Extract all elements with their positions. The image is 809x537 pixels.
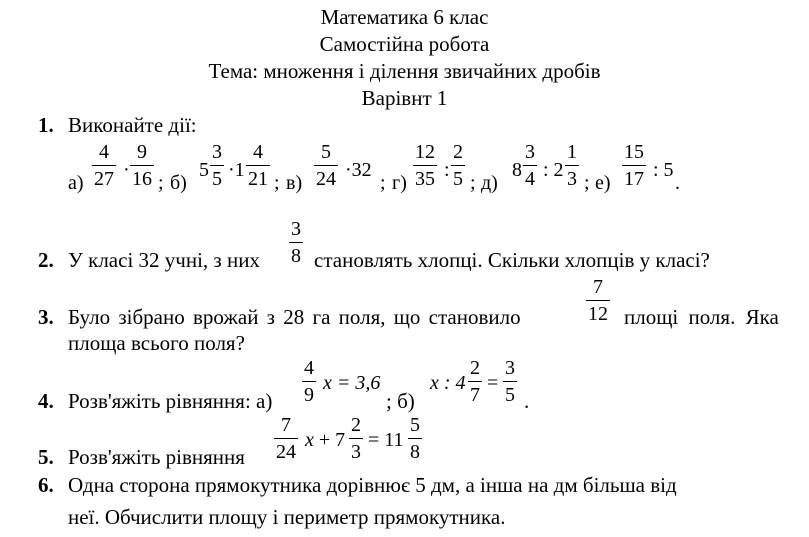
task1-a-fraction1: 4 27 (94, 141, 114, 190)
task5-mid: x + 7 (305, 429, 346, 451)
header-subject: Математика 6 клас (320, 5, 489, 29)
task5-number: 5. (38, 445, 54, 469)
task1-b-op: ·1 (228, 159, 245, 181)
task1-b-label: б) (170, 172, 187, 194)
task4-sep: ; б) (386, 389, 415, 413)
task1-a-label: а) (68, 172, 84, 194)
task3-text-after: площі поля. Яка (624, 305, 779, 329)
task4-b-fraction2: 3 5 (505, 357, 515, 406)
task4-b-eq: = (487, 372, 499, 394)
task2-fraction: 3 8 (291, 218, 301, 267)
task1-e-op: : 2 (543, 159, 564, 181)
task4-b-pre: x : 4 (430, 372, 466, 394)
task1-c-sep: ; (380, 172, 386, 194)
task3-fraction: 7 12 (588, 276, 608, 325)
task2-text-before: У класі 32 учні, з них (68, 248, 260, 272)
task1-d-label: г) (392, 172, 407, 194)
task1-e-fraction2: 1 3 (567, 141, 577, 190)
task4-text: Розв'яжіть рівняння: а) (68, 389, 273, 413)
task4-a-fraction: 4 9 (304, 357, 314, 406)
task1-a-sep: ; (158, 172, 164, 194)
task5-fraction3: 5 8 (410, 414, 420, 463)
task6-line1: Одна сторона прямокутника дорівнює 5 дм, а інша на дм більша від (68, 473, 677, 497)
task1-b-fraction1: 3 5 (212, 141, 222, 190)
task1-text: Виконайте дії: (68, 113, 197, 137)
task1-a-fraction2: 9 16 (132, 141, 152, 190)
task1-d-fraction1: 12 35 (415, 141, 435, 190)
task1-f-end: . (675, 172, 680, 194)
task4-a-rest: x = 3,6 (323, 372, 381, 394)
header-topic: Тема: множення і ділення звичайних дробів (208, 59, 601, 83)
task3-line2: площа всього поля? (68, 331, 245, 355)
task4-number: 4. (38, 389, 54, 413)
task4-b-fraction1: 2 7 (470, 357, 480, 406)
task1-b-whole1: 5 (199, 159, 209, 181)
task1-b-sep: ; (274, 172, 280, 194)
task1-e-sep: ; (584, 172, 590, 194)
task1-e-whole1: 8 (512, 159, 522, 181)
task1-e-label: д) (481, 172, 498, 194)
task6-line2: неї. Обчислити площу і периметр прямокутника. (68, 505, 506, 529)
header-variant: Варівнт 1 (361, 86, 448, 110)
task1-d-fraction2: 2 5 (453, 141, 463, 190)
task1-d-sep: ; (470, 172, 476, 194)
task6-number: 6. (38, 473, 54, 497)
task1-f-fraction: 15 17 (624, 141, 644, 190)
task1-b-fraction2: 4 21 (248, 141, 268, 190)
task3-text-before: Було зібрано врожай з 28 га поля, що становило (68, 305, 521, 329)
task1-c-label: в) (286, 172, 303, 194)
task1-a-op: · (123, 159, 130, 181)
task1-d-op: : (444, 159, 450, 181)
task5-fraction2: 2 3 (351, 414, 361, 463)
task2-text-after: становлять хлопці. Скільки хлопців у класі? (314, 248, 710, 272)
task4-end: . (524, 389, 530, 413)
task1-f-label: е) (595, 172, 611, 194)
task1-c-op: ·32 (345, 159, 372, 181)
task5-eq: = 11 (368, 429, 404, 451)
task5-text: Розв'яжіть рівняння (68, 445, 245, 469)
header-work-type: Самостійна робота (319, 32, 490, 56)
task1-c-fraction: 5 24 (316, 141, 336, 190)
task5-fraction1: 7 24 (276, 414, 296, 463)
task2-number: 2. (38, 248, 54, 272)
task1-f-op: : 5 (653, 159, 674, 181)
task1-e-fraction1: 3 4 (525, 141, 535, 190)
task1-number: 1. (38, 113, 54, 137)
task3-number: 3. (38, 305, 54, 329)
